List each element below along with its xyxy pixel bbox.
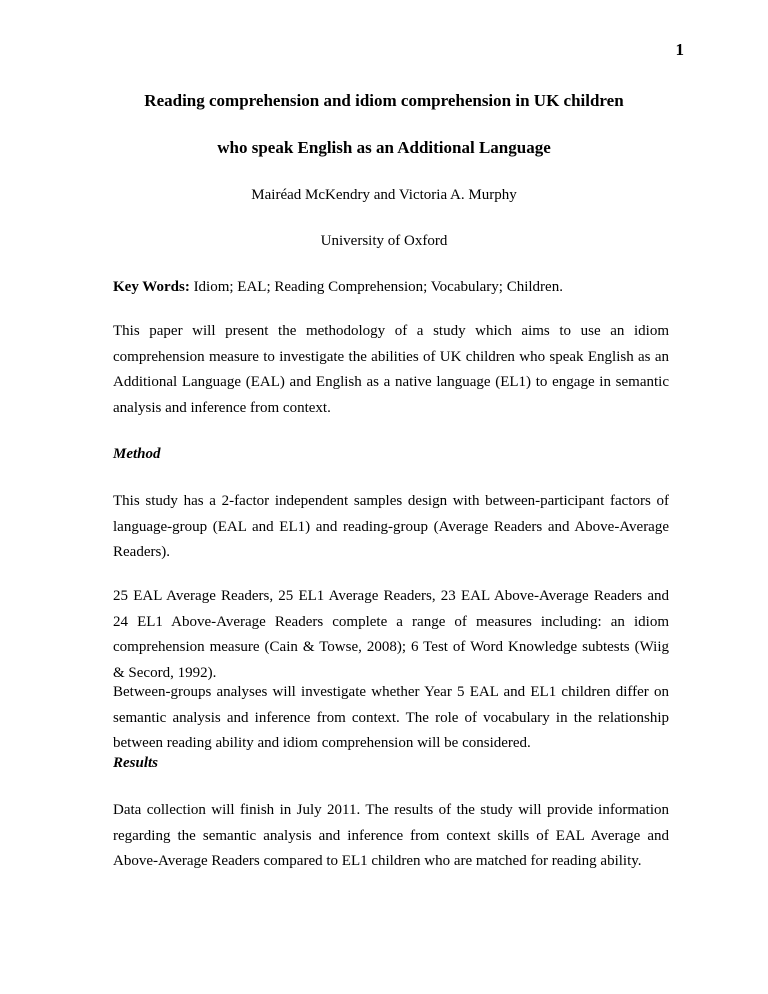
page-number: 1 — [675, 40, 684, 59]
keywords — [113, 275, 669, 301]
method-sample-paragraph: 25 EAL Average Readers, 25 EL1 Average Readers, 23 EAL Above-Average Readers and 24 EL1 Above-Average Readers complete a range of measures including: an idiom comprehension measure (Cain & Towse, 2008); 6 Test of Word Knowledge subtests (Wiig & Secord, 1992). — [113, 588, 669, 681]
affiliation: University of Oxford — [320, 233, 448, 249]
intro-paragraph: This paper will present the methodology of a study which aims to use an idiom comprehension measure to investigate the abilities of UK children who speak English as an Additional Language (EAL) and English as a native language (EL1) to engage in semantic analysis and inference from context. — [113, 323, 669, 416]
authors: Mairéad McKendry and Victoria A. Murphy — [251, 187, 517, 203]
method-heading: Method — [113, 446, 161, 462]
results-heading: Results — [113, 755, 159, 771]
title-line-2: who speak English as an Additional Language — [217, 138, 551, 157]
method-design-paragraph: This study has a 2-factor independent samples design with between-participant factors of language-group (EAL and EL1) and reading-group (Average Readers and Above-Average Readers). — [113, 493, 669, 560]
keywords-text: Idiom; EAL; Reading Comprehension; Vocabulary; Children. — [189, 279, 563, 295]
results-paragraph: Data collection will finish in July 2011. The results of the study will provide information regarding the semantic analysis and inference from context skills of EAL Average and Above-Average Readers compared to EL1 children who are matched for reading ability. — [113, 802, 669, 869]
method-analysis-paragraph: Between-groups analyses will investigate whether Year 5 EAL and EL1 children differ on semantic analysis and inference from context. The role of vocabulary in the relationship between reading ability and idiom comprehension will be considered. — [113, 684, 669, 751]
keywords-label: Key Words: — [113, 279, 190, 295]
title-line-1: Reading comprehension and idiom comprehension in UK children — [144, 91, 624, 110]
